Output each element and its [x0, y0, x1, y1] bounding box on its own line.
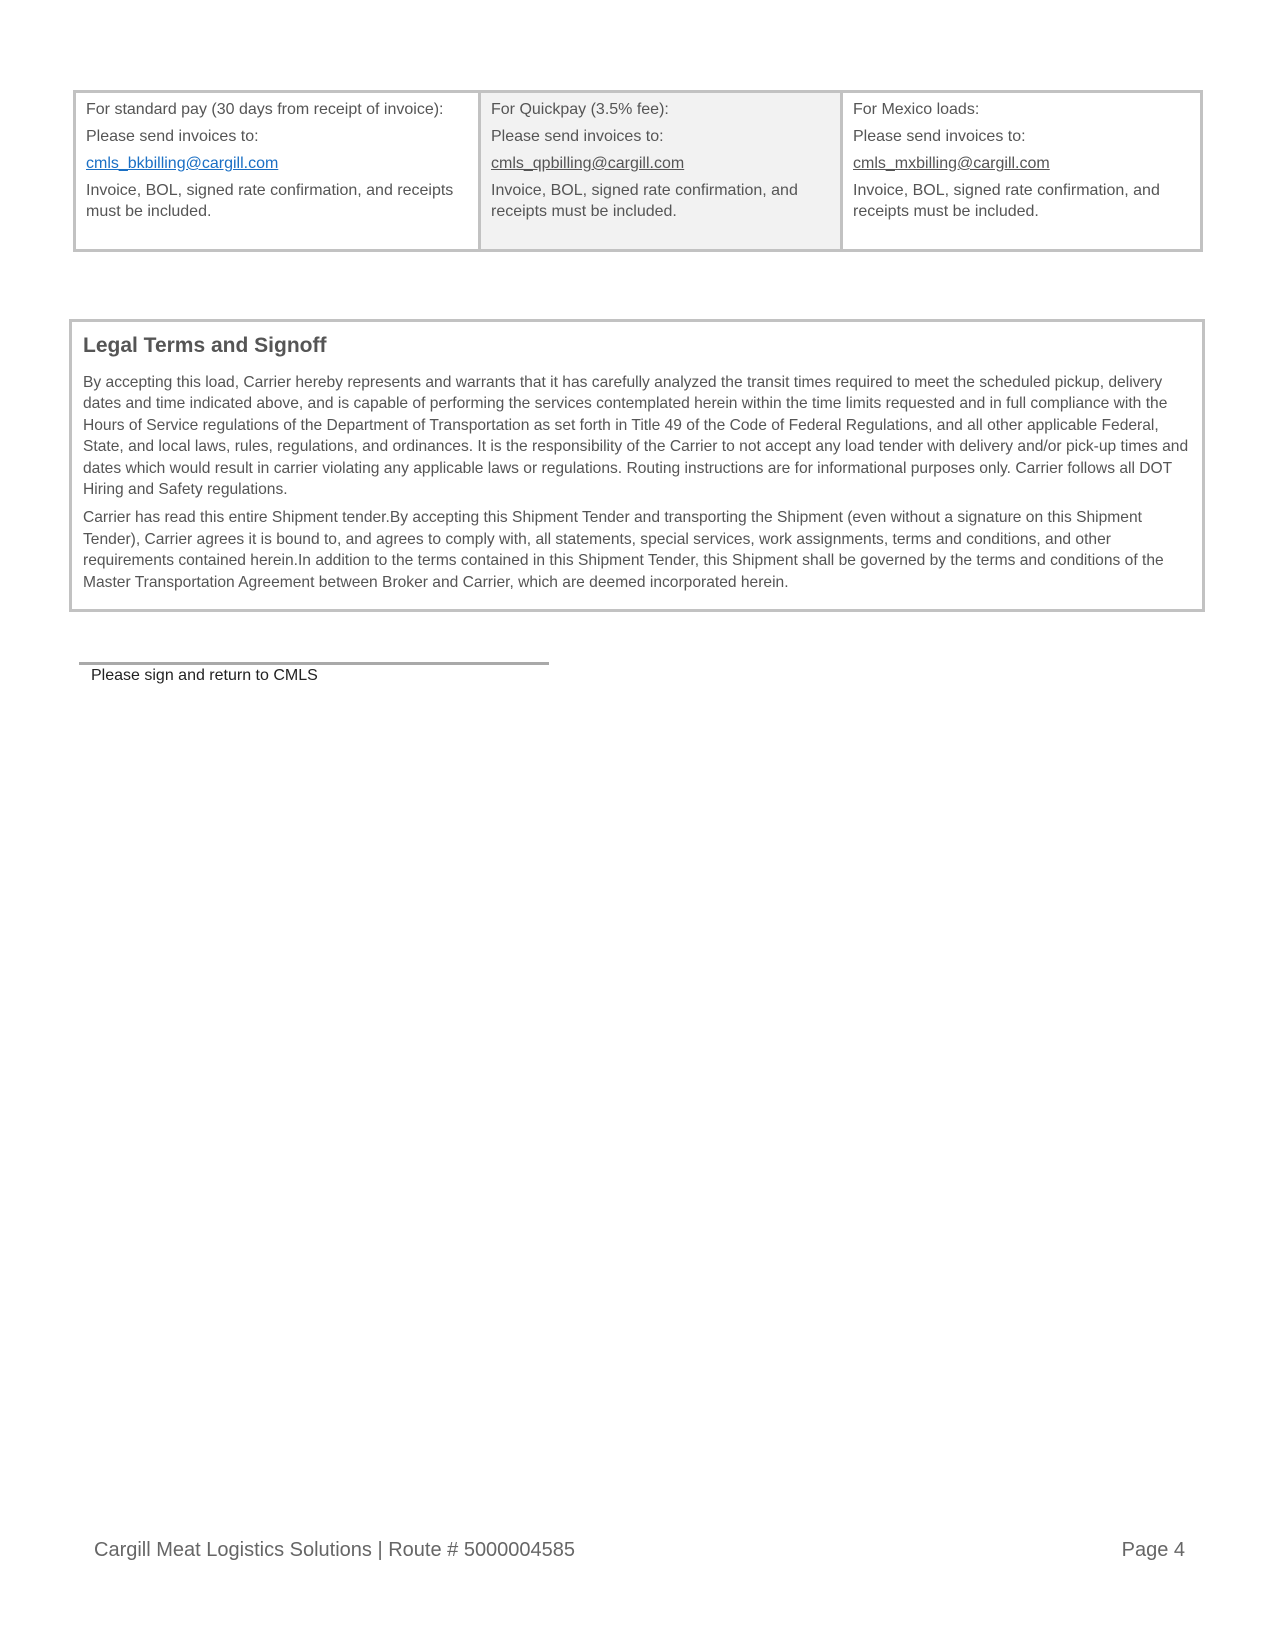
mexico-loads-requirements: Invoice, BOL, signed rate confirmation, and receipts must be included.: [853, 182, 1160, 220]
mexico-loads-heading: For Mexico loads:: [853, 101, 980, 118]
footer-route-info: Cargill Meat Logistics Solutions | Route # 5000004585: [94, 1539, 576, 1561]
quickpay-column: [478, 93, 843, 249]
signature-label: Please sign and return to CMLS: [91, 667, 318, 684]
standard-pay-heading: For standard pay (30 days from receipt of invoice):: [86, 101, 444, 118]
signature-line[interactable]: [79, 662, 549, 665]
standard-pay-instruction: Please send invoices to:: [86, 128, 259, 145]
mexico-billing-email[interactable]: cmls_mxbilling@cargill.com: [853, 155, 1050, 172]
mexico-loads-column: [843, 93, 1200, 249]
quickpay-requirements: Invoice, BOL, signed rate confirmation, and receipts must be included.: [491, 182, 798, 220]
legal-paragraph-1: By accepting this load, Carrier hereby represents and warrants that it has carefully analyzed the transit times required to meet the scheduled pickup, delivery dates and time indicated above, and is capable of performing the services contemplated herein within the time limits requested and in full compliance with the Hours of Service regulations of the Department of Transportation as set forth in Title 49 of the Code of Federal Regulations, and all other applicable Federal, State, and local laws, rules, regulations, and ordinances. It is the responsibility of the Carrier to not accept any load tender with delivery and/or pick-up times and dates which would result in carrier violating any applicable laws or regulations. Routing instructions are for informational purposes only. Carrier follows all DOT Hiring and Safety regulations.: [83, 374, 1189, 499]
standard-billing-email-link[interactable]: cmls_bkbilling@cargill.com: [86, 155, 279, 172]
quickpay-billing-email[interactable]: cmls_qpbilling@cargill.com: [491, 155, 685, 172]
invoice-instructions-table: [73, 90, 1203, 252]
mexico-loads-instruction: Please send invoices to:: [853, 128, 1026, 145]
quickpay-instruction: Please send invoices to:: [491, 128, 664, 145]
legal-terms-title: Legal Terms and Signoff: [83, 334, 327, 357]
legal-terms-section: [69, 319, 1205, 612]
quickpay-heading: For Quickpay (3.5% fee):: [491, 101, 669, 118]
legal-paragraph-2: Carrier has read this entire Shipment tender.By accepting this Shipment Tender and transporting the Shipment (even without a signature on this Shipment Tender), Carrier agrees it is bound to, and agrees to comply with, all statements, special services, work assignments, terms and conditions, and other requirements contained herein.In addition to the terms contained in this Shipment Tender, this Shipment shall be governed by the terms and conditions of the Master Transportation Agreement between Broker and Carrier, which are deemed incorporated herein.: [83, 509, 1164, 591]
footer-page-number: Page 4: [1121, 1539, 1185, 1561]
standard-pay-column: [76, 93, 478, 249]
standard-pay-requirements: Invoice, BOL, signed rate confirmation, and receipts must be included.: [86, 182, 454, 220]
